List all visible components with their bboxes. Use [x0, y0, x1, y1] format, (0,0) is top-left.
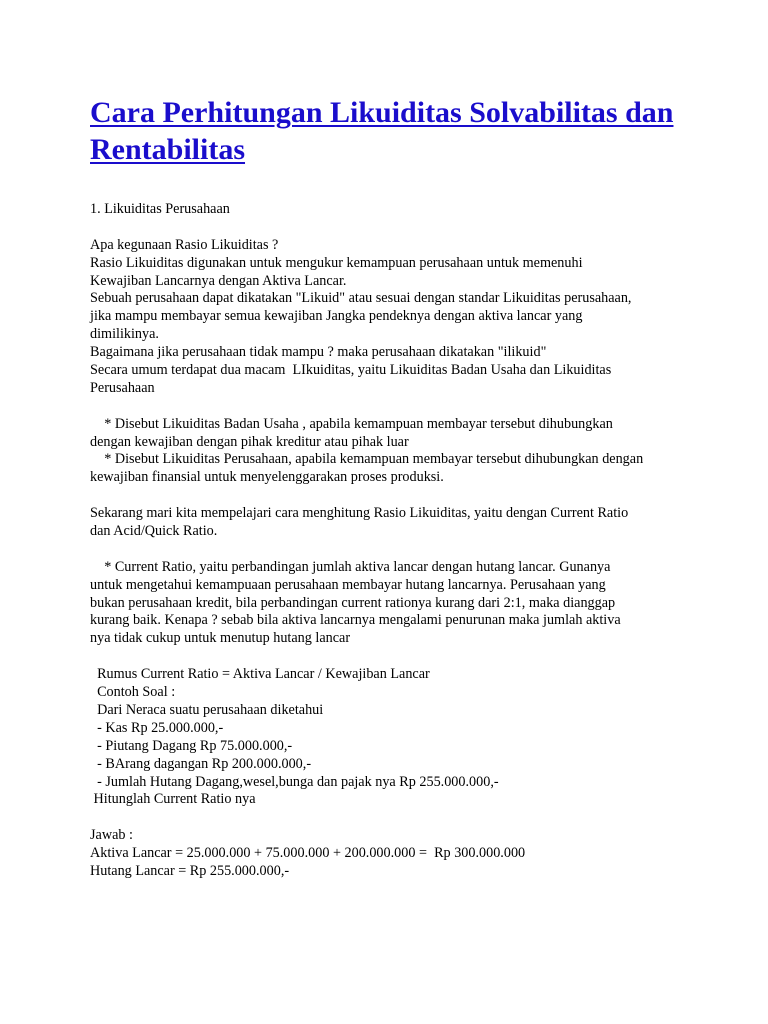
text-line: nya tidak cukup untuk menutup hutang lancar [90, 630, 351, 647]
text-line: Bagaimana jika perusahaan tidak mampu ? maka perusahaan dikatakan "ilikuid" [90, 344, 547, 361]
text-line: dengan kewajiban dengan pihak kreditur atau pihak luar [90, 433, 409, 450]
text-line: 1. Likuiditas Perusahaan [90, 201, 230, 217]
text-line: Sebuah perusahaan dapat dikatakan "Likuid" atau sesuai dengan standar Likuiditas perusahaan, [90, 290, 632, 307]
text-line: Kewajiban Lancarnya dengan Aktiva Lancar. [90, 272, 347, 289]
text-line: Rasio Likuiditas digunakan untuk mengukur kemampuan perusahaan untuk memenuhi [90, 254, 583, 271]
article-title-link[interactable]: Cara Perhitungan Likuiditas Solvabilitas dan Rentabilitas [90, 96, 674, 166]
blank-line [90, 809, 700, 827]
text-line: dimilikinya. [90, 326, 159, 343]
article-body [90, 201, 700, 881]
text-line: * Disebut Likuiditas Perusahaan, apabila kemampuan membayar tersebut dihubungkan dengan [90, 451, 644, 468]
text-line: dan Acid/Quick Ratio. [90, 523, 218, 540]
text-line: - Piutang Dagang Rp 75.000.000,- [90, 737, 293, 754]
blank-line [90, 398, 700, 416]
text-line: Hutang Lancar = Rp 255.000.000,- [90, 862, 290, 879]
text-line: Jawab : [90, 827, 133, 844]
blank-line [90, 219, 700, 237]
text-line: * Disebut Likuiditas Badan Usaha , apabila kemampuan membayar tersebut dihubungkan [90, 415, 613, 432]
text-line: Sekarang mari kita mempelajari cara menghitung Rasio Likuiditas, yaitu dengan Current Ratio [90, 505, 629, 522]
text-line: Perusahaan [90, 379, 155, 396]
text-line: kurang baik. Kenapa ? sebab bila aktiva lancarnya mengalami penurunan maka jumlah aktiva [90, 612, 621, 629]
text-line: Aktiva Lancar = 25.000.000 + 75.000.000 + 200.000.000 = Rp 300.000.000 [90, 845, 526, 862]
text-line: Dari Neraca suatu perusahaan diketahui [90, 701, 324, 718]
text-line: jika mampu membayar semua kewajiban Jangka pendeknya dengan aktiva lancar yang [90, 308, 583, 325]
text-line: - BArang dagangan Rp 200.000.000,- [90, 755, 312, 772]
text-line: untuk mengetahui kemampuaan perusahaan membayar hutang lancarnya. Perusahaan yang [90, 576, 606, 593]
text-line: - Jumlah Hutang Dagang,wesel,bunga dan pajak nya Rp 255.000.000,- [90, 773, 499, 790]
text-line: Secara umum terdapat dua macam LIkuiditas, yaitu Likuiditas Badan Usaha dan Likuiditas [90, 362, 612, 379]
text-line: bukan perusahaan kredit, bila perbandingan current rationya kurang dari 2:1, maka dianggap [90, 594, 616, 611]
blank-line [90, 487, 700, 505]
blank-line [90, 541, 700, 559]
text-line: Hitunglah Current Ratio nya [90, 791, 256, 808]
text-line: Contoh Soal : [90, 684, 176, 701]
text-line: kewajiban finansial untuk menyelenggarakan proses produksi. [90, 469, 444, 486]
text-line: Rumus Current Ratio = Aktiva Lancar / Kewajiban Lancar [90, 666, 430, 683]
text-line: * Current Ratio, yaitu perbandingan jumlah aktiva lancar dengan hutang lancar. Gunanya [90, 558, 611, 575]
text-line: Apa kegunaan Rasio Likuiditas ? [90, 236, 279, 253]
text-line: - Kas Rp 25.000.000,- [90, 719, 224, 736]
blank-line [90, 648, 700, 666]
